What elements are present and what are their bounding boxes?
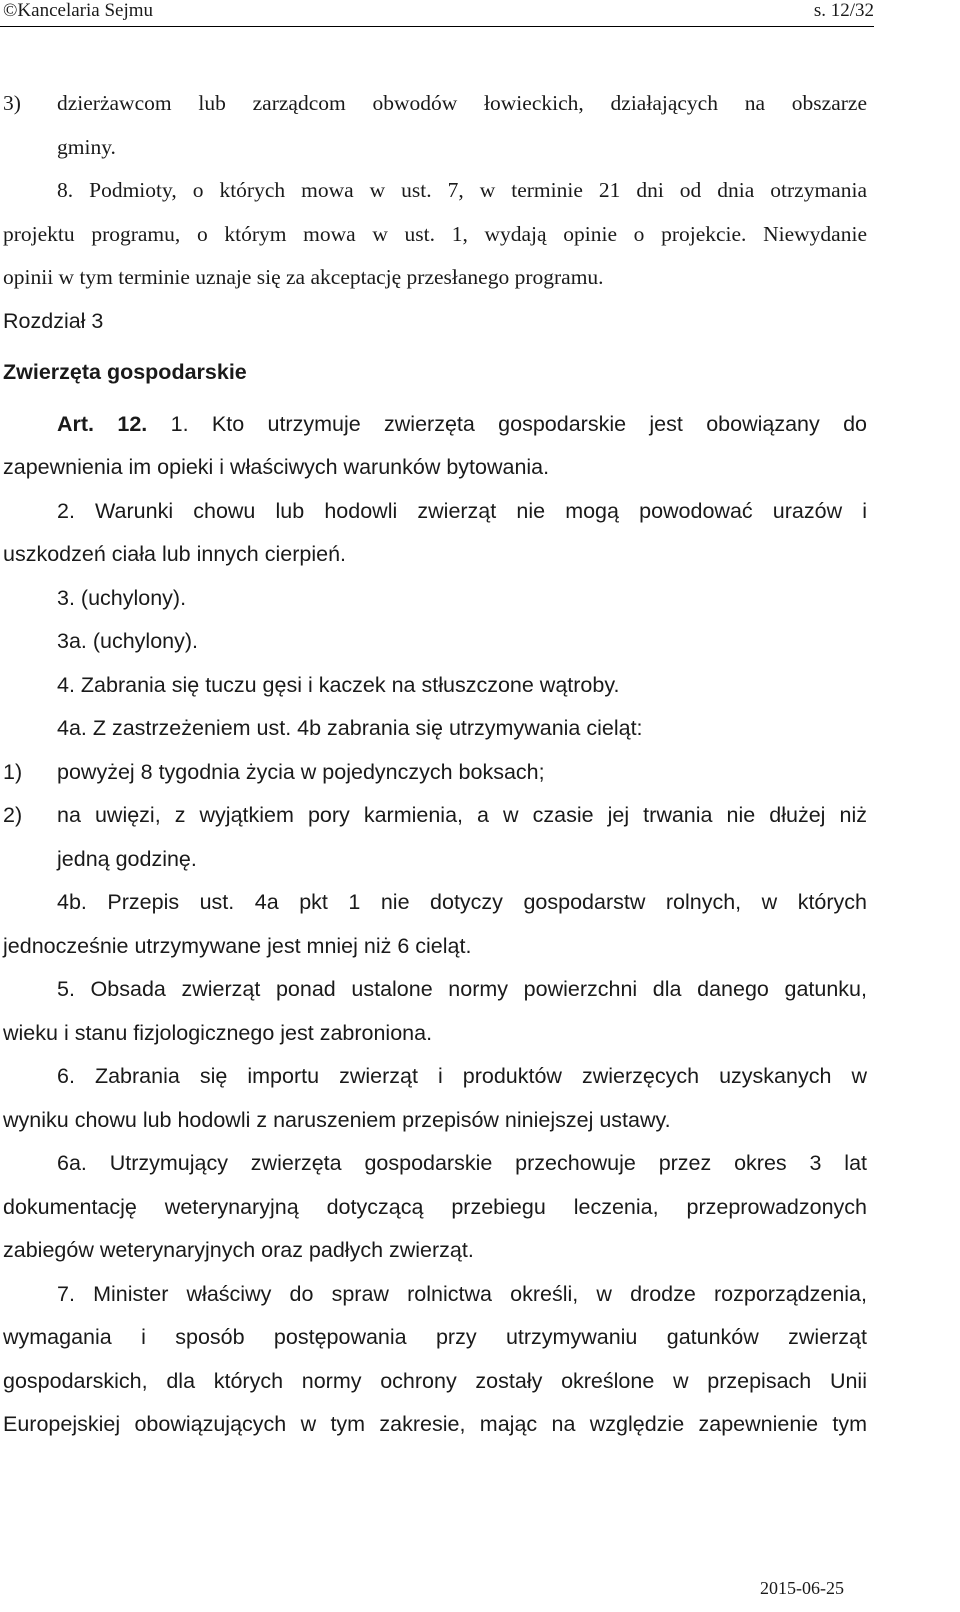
paragraph-6a-line-1: 6a. Utrzymujący zwierzęta gospodarskie przechowuje przez okres 3 lat (57, 1151, 867, 1175)
paragraph-2-line-1: 2. Warunki chowu lub hodowli zwierząt nie mogą powodować urazów i (57, 498, 867, 523)
paragraph-2-line-2: uszkodzeń ciała lub innych cierpień. (3, 542, 347, 566)
article-label: Art. 12. (57, 411, 148, 436)
paragraph-6-line-2: wyniku chowu lub hodowli z naruszeniem przepisów niniejszej ustawy. (3, 1107, 671, 1132)
paragraph-8-line-2: projektu programu, o którym mowa w ust. 1, wydają opinie o projekcie. Niewydanie (3, 221, 867, 246)
paragraph-6-line-1: 6. Zabrania się importu zwierząt i produktów zwierzęcych uzyskanych w (57, 1064, 867, 1088)
header-publisher: ©Kancelaria Sejmu (3, 0, 154, 21)
list-item-text: powyżej 8 tygodnia życia w pojedynczych boksach; (57, 759, 545, 784)
list-item-number: 1) (3, 759, 23, 784)
footer-date: 2015-06-25 (760, 1578, 844, 1598)
paragraph-5-line-2: wieku i stanu fizjologicznego jest zabroniona. (3, 1020, 433, 1045)
list-item-text: dzierżawcom lub zarządcom obwodów łowieckich, działających na obszarze (57, 91, 867, 115)
paragraph-4b-line-1: 4b. Przepis ust. 4a pkt 1 nie dotyczy gospodarstw rolnych, w których (57, 890, 867, 914)
paragraph-7-line-1: 7. Minister właściwy do spraw rolnictwa określi, w drodze rozporządzenia, (57, 1281, 867, 1306)
chapter-title: Zwierzęta gospodarskie (3, 360, 247, 384)
article-12-line-2: zapewnienia im opieki i właściwych warunków bytowania. (3, 455, 550, 479)
list-item-number: 3) (3, 91, 21, 115)
paragraph-5-line-1: 5. Obsada zwierząt ponad ustalone normy powierzchni dla danego gatunku, (57, 977, 867, 1001)
article-12-line-1 (3, 403, 867, 447)
list-item-text: na uwięzi, z wyjątkiem pory karmienia, a w czasie jej trwania nie dłużej niż (57, 803, 867, 827)
list-item (3, 751, 867, 795)
page-header (0, 0, 874, 27)
list-item (3, 794, 867, 838)
article-12-text: 1. Kto utrzymuje zwierzęta gospodarskie jest obowiązany do (170, 411, 867, 436)
paragraph-3a: 3a. (uchylony). (57, 629, 199, 653)
paragraph-4: 4. Zabrania się tuczu gęsi i kaczek na stłuszczone wątroby. (57, 672, 620, 697)
paragraph-6a-line-3: zabiegów weterynaryjnych oraz padłych zwierząt. (3, 1238, 474, 1262)
paragraph-7-line-3: gospodarskich, dla których normy ochrony zostały określone w przepisach Unii (3, 1368, 867, 1393)
list-item-text-cont: jedną godzinę. (57, 846, 197, 871)
chapter-heading: Rozdział 3 (3, 308, 104, 333)
paragraph-4b-line-2: jednocześnie utrzymywane jest mniej niż 6 cieląt. (3, 933, 472, 958)
list-item (3, 82, 867, 126)
paragraph-3: 3. (uchylony). (57, 585, 187, 610)
list-item-text-cont: gminy. (57, 134, 116, 159)
header-page-number: s. 12/32 (813, 0, 874, 21)
paragraph-6a-line-2: dokumentację weterynaryjną dotyczącą przebiegu leczenia, przeprowadzonych (3, 1194, 867, 1219)
document-body (3, 82, 867, 1447)
paragraph-8-line-1: 8. Podmioty, o których mowa w ust. 7, w terminie 21 dni od dnia otrzymania (57, 178, 867, 202)
paragraph-7-line-4: Europejskiej obowiązujących w tym zakresie, mając na względzie zapewnienie tym (3, 1412, 867, 1436)
list-item-number: 2) (3, 803, 23, 827)
paragraph-8-line-3: opinii w tym terminie uznaje się za akceptację przesłanego programu. (3, 265, 604, 289)
paragraph-7-line-2: wymagania i sposób postępowania przy utrzymywaniu gatunków zwierząt (3, 1325, 867, 1349)
paragraph-4a: 4a. Z zastrzeżeniem ust. 4b zabrania się utrzymywania cieląt: (57, 716, 643, 740)
